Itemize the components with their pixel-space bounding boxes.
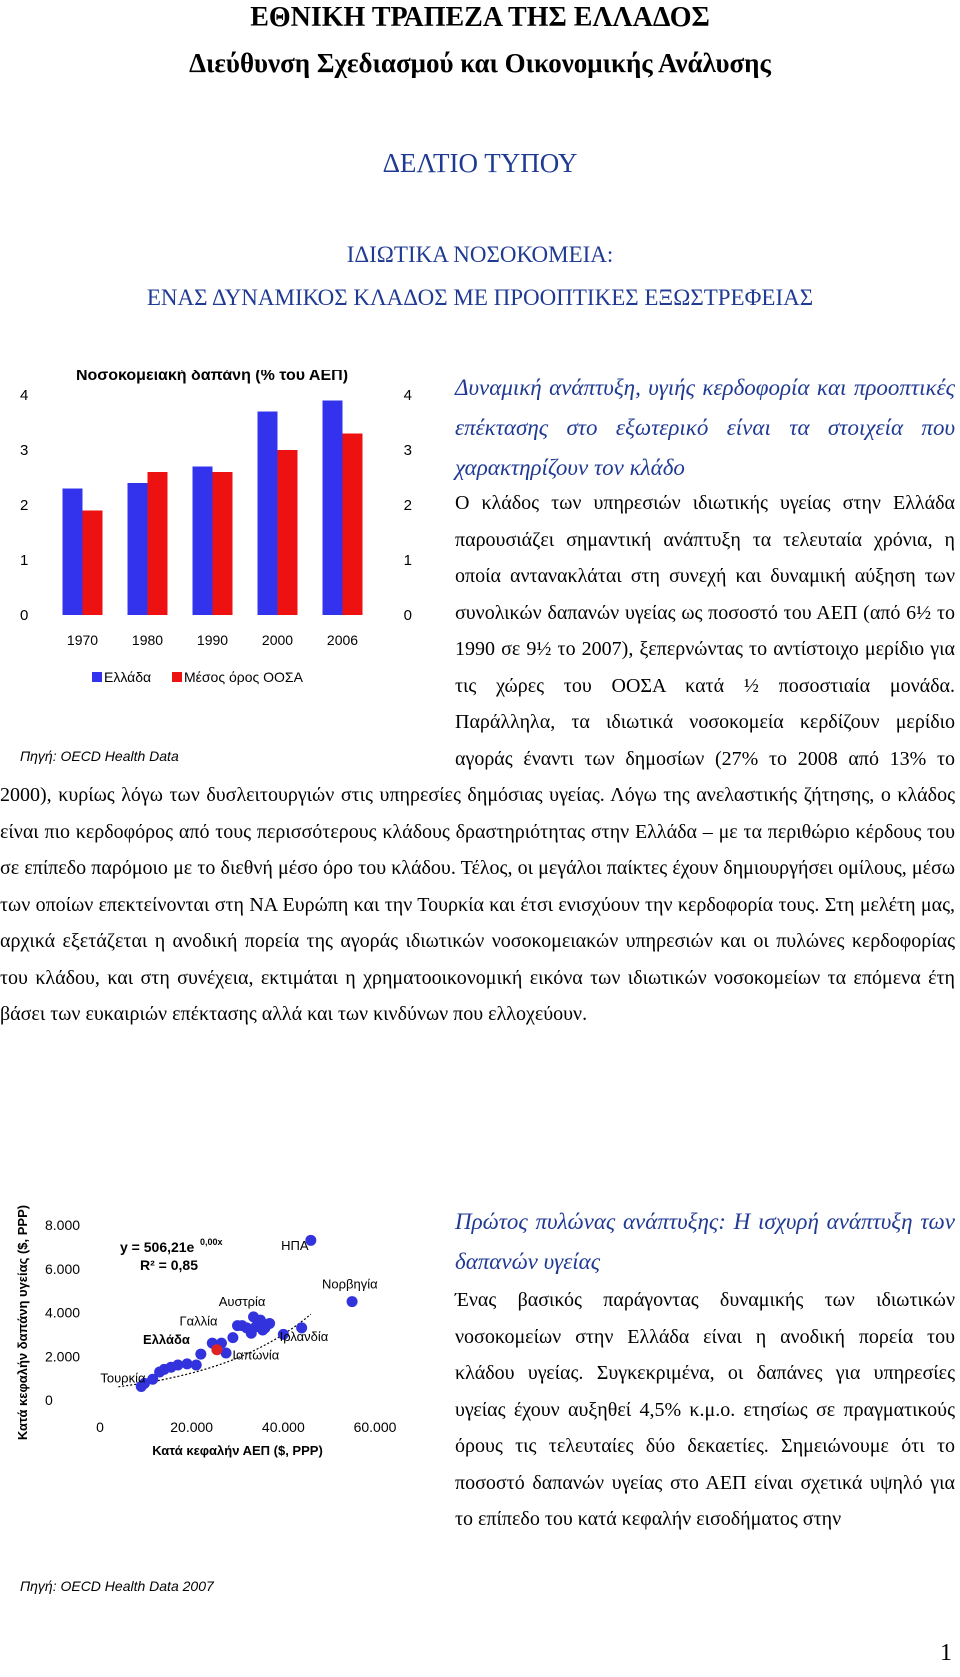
country-label: ΗΠΑ: [281, 1238, 309, 1254]
report-subtitle-1: ΙΔΙΩΤΙΚΑ ΝΟΣΟΚΟΜΕΙΑ:: [346, 242, 614, 267]
bar-y-tick-left: 4: [20, 387, 29, 404]
section2-column: [455, 1202, 955, 1538]
bar-y-tick-left: 2: [20, 497, 29, 514]
bar-x-tick: 2006: [326, 632, 359, 648]
department-name: Διεύθυνση Σχεδιασμού και Οικονομικής Ανάλυσης: [189, 48, 771, 78]
section2-lead: Πρώτος πυλώνας ανάπτυξης: Η ισχυρή ανάπτυξη των δαπανών υγείας: [455, 1209, 955, 1274]
country-label: Ελλάδα: [143, 1332, 190, 1348]
section1-body-text: Ο κλάδος των υπηρεσιών ιδιωτικής υγείας στην Ελλάδα παρουσιάζει σημαντική ανάπτυξη τα τελευταία χρόνια, η οποία αντανακλάται στη συνεχή και δυναμική αύξηση των συνολικών δαπανών υγείας ως ποσοστό του ΑΕΠ (από 6½ το 1990 σε 9½ το 2007), ξεπερνώντας το αντίστοιχο μερίδιο για τις χώρες του ΟΟΣΑ κατά ½ ποσοστιαία μονάδα. Παράλληλα, τα ιδιωτικά νοσοκομεία κερδίζουν μερίδιο αγοράς έναντι των δημοσίων (27% το 2008 από 13% το 2000), κυρίως λόγω των δυσλειτουργιών στις υπηρεσίες δημόσιας υγείας. Λόγω της ανελαστικής ζήτησης, ο κλάδος είναι πιο κερδοφόρος από τους περισσότερους κλάδους δραστηριότητας στην Ελλάδα – με τα περιθώριο κέρδους του σε επίπεδο παρόμοιο με το διεθνή μέσο όρο του κλάδου. Τέλος, οι μεγάλοι παίκτες έχουν δημιουργήσει ομίλους, μέσω των οποίων επεκτείνονται στη ΝΑ Ευρώπη και την Τουρκία και έτσι ενισχύουν την κερδοφορία τους. Στη μελέτη μας, αρχικά εξετάζεται η ανοδική πορεία της αγοράς ιδιωτικών νοσοκομειακών υπηρεσιών και οι πυλώνες κερδοφορίας του κλάδου, και στη συνέχεια, εκτιμάται η χρηματοοικονομική εικόνα των ιδιωτικών νοσοκομείων τα επόμενα έτη βάσει των ευκαιριών επέκτασης αλλά και των κινδύνων που ελλοχεύουν.: [0, 492, 955, 1025]
scatter-point: [191, 1360, 202, 1371]
country-label: Τουρκία: [100, 1370, 146, 1386]
bar-x-tick: 1980: [131, 632, 164, 648]
scatter-point: [347, 1296, 358, 1307]
scatter-x-tick: 60.000: [353, 1419, 397, 1435]
scatter-chart-source: Πηγή: OECD Health Data 2007: [20, 1578, 214, 1594]
bank-name: ΕΘΝΙΚΗ ΤΡΑΠΕΖΑ ΤΗΣ ΕΛΛΑΔΟΣ: [250, 2, 710, 33]
country-label: Γαλλία: [179, 1313, 218, 1329]
scatter-y-tick: 4.000: [45, 1304, 81, 1321]
scatter-chart: [0, 1200, 440, 1580]
page-number: 1: [940, 1640, 952, 1666]
legend-label: Ελλάδα: [104, 669, 152, 685]
scatter-point: [227, 1332, 238, 1343]
scatter-y-tick: 2.000: [45, 1348, 81, 1365]
press-release-title: ΔΕΛΤΙΟ ΤΥΠΟΥ: [382, 148, 578, 178]
trendline-equation: y = 506,21e: [120, 1239, 195, 1255]
bar-chart-title: Νοσοκομειακή δαπάνη (% του ΑΕΠ): [75, 370, 349, 384]
bar-y-tick-left: 1: [20, 552, 29, 569]
scatter-y-tick: 8.000: [45, 1217, 81, 1233]
country-label: Ιαπωνία: [232, 1347, 280, 1363]
country-label: Ιρλανδία: [279, 1328, 329, 1344]
bar-x-tick: 2000: [261, 632, 294, 648]
country-label: Αυστρία: [218, 1293, 266, 1309]
section1-lead: Δυναμική ανάπτυξη, υγιής κερδοφορία και προοπτικές επέκτασης στο εξωτερικό είναι τα στοιχεία που χαρακτηρίζουν τον κλάδο: [455, 375, 955, 480]
section1-float-spacer: [0, 485, 455, 773]
section2-body: Ένας βασικός παράγοντας δυναμικής των ιδιωτικών νοσοκομείων στην Ελλάδα είναι η ανοδική πορεία του κλάδου υγείας. Συγκεκριμένα, οι δαπάνες για υπηρεσίες υγείας έχουν αυξηθεί 4,5% κ.μ.ο. ετησίως σε πραγματικούς όρους τις τελευταίες δύο δεκαετίες. Σημειώνουμε ότι το ποσοστό δαπανών υγείας στο ΑΕΠ είναι σχετικά υψηλό για το επίπεδο του κατά κεφαλήν εισοδήματος στην: [455, 1289, 955, 1530]
bar-y-tick-right: 1: [403, 552, 412, 569]
scatter-y-axis-label: Κατά κεφαλήν δαπάνη υγείας ($, PPP): [15, 1204, 30, 1441]
scatter-y-tick: 6.000: [45, 1260, 81, 1277]
scatter-point-greece: [211, 1344, 222, 1355]
bar-y-tick-right: 2: [403, 497, 412, 514]
bar-x-tick: 1990: [196, 632, 229, 648]
legend-label: Μέσος όρος ΟΟΣΑ: [184, 669, 303, 685]
bar-x-tick: 1970: [66, 632, 99, 648]
scatter-point: [264, 1318, 275, 1329]
scatter-point: [195, 1349, 206, 1360]
scatter-x-tick: 20.000: [170, 1419, 214, 1435]
bar-y-tick-right: 4: [403, 387, 412, 404]
trendline-exponent: 0,00x: [200, 1237, 223, 1247]
bar-y-tick-right: 0: [403, 607, 412, 624]
scatter-x-tick: 40.000: [261, 1419, 305, 1435]
scatter-x-tick: 0: [96, 1419, 104, 1435]
bar-y-tick-right: 3: [403, 442, 412, 459]
bar-chart-source: Πηγή: OECD Health Data: [20, 748, 179, 764]
bar-y-tick-left: 3: [20, 442, 29, 459]
trendline-r2: R² = 0,85: [140, 1257, 198, 1273]
section1-right-column: [455, 368, 955, 488]
scatter-y-tick: 0: [45, 1392, 53, 1408]
scatter-chart-svg: [0, 1200, 440, 1580]
scatter-x-axis-label: Κατά κεφαλήν ΑΕΠ ($, PPP): [152, 1443, 323, 1458]
country-label: Νορβηγία: [321, 1276, 378, 1292]
report-subtitle-2: ΕΝΑΣ ΔΥΝΑΜΙΚΟΣ ΚΛΑΔΟΣ ΜΕ ΠΡΟΟΠΤΙΚΕΣ ΕΞΩΣΤΡΕΦΕΙΑΣ: [146, 285, 814, 310]
bar-y-tick-left: 0: [20, 607, 29, 624]
